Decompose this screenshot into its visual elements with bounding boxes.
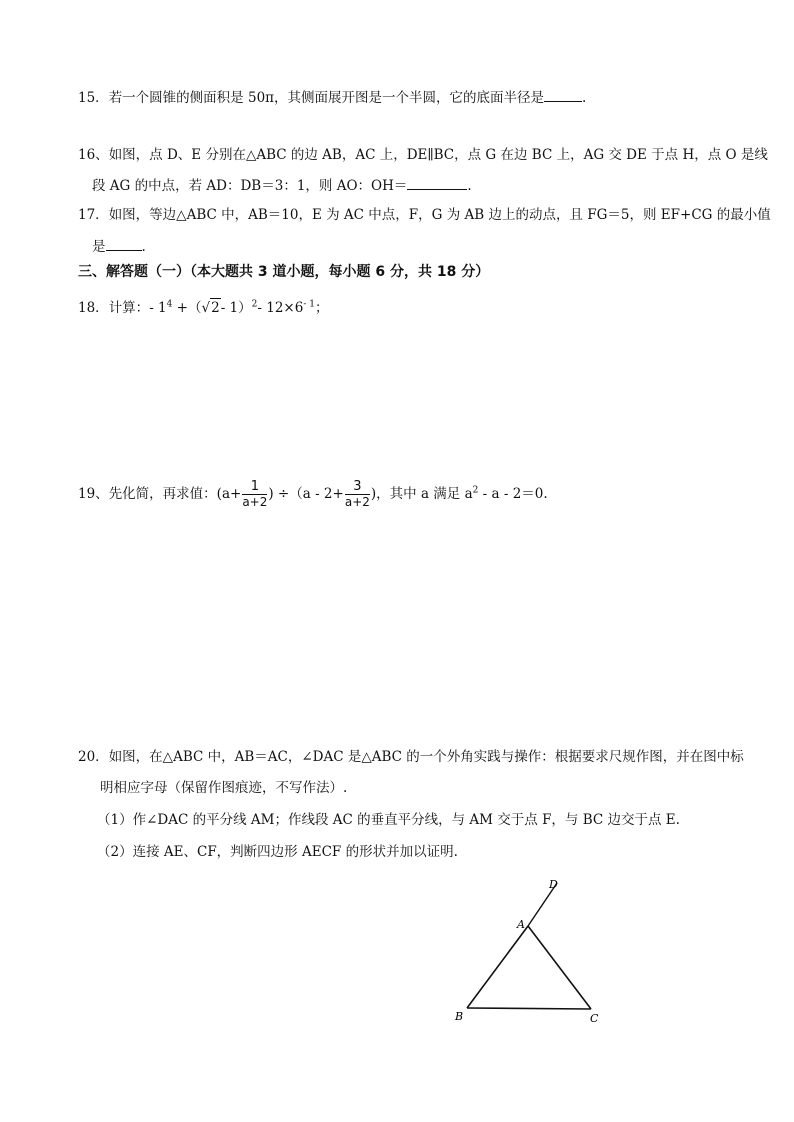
q18-term2-open: +（ — [176, 300, 202, 316]
segment-ac — [528, 926, 591, 1009]
point-c-label: C — [590, 1012, 599, 1025]
segment-bc — [467, 1008, 591, 1009]
sqrt-symbol-icon: √ — [201, 300, 211, 316]
q18-term1-exp: 4 — [166, 299, 173, 310]
point-b-label: B — [455, 1010, 464, 1023]
q15-tail: . — [582, 90, 587, 106]
q18-term2-exp: 2 — [251, 299, 258, 310]
q18-sqrt-value: 2 — [211, 300, 220, 316]
q17-tail: . — [141, 239, 146, 255]
q19-label: 先化简，再求值：(a+ — [108, 486, 242, 502]
point-d-label: D — [549, 878, 558, 891]
q16-text-line1: 如图，点 D、E 分别在△ABC 的边 AB，AC 上，DE∥BC，点 G 在边 BC 上，AG 交 DE 于点 H，点 O 是线 — [108, 147, 768, 163]
question-16-line1 — [78, 146, 768, 164]
q18-term3: - 12×6 — [257, 300, 304, 316]
q18-term3-exp: - 1 — [303, 299, 315, 310]
q19-after: )，其中 a 满足 a — [370, 486, 473, 502]
q19-frac2-denominator: a+2 — [344, 495, 370, 509]
q18-term1: - 1 — [149, 300, 167, 316]
question-15 — [78, 89, 586, 107]
section-3-heading: 三、解答题（一）（本大题共 3 道小题，每小题 6 分，共 18 分） — [78, 264, 490, 280]
q15-number: 15． — [78, 90, 109, 106]
question-20-part1: （1）作∠DAC 的平分线 AM；作线段 AC 的垂直平分线，与 AM 交于点 F，与 BC 边交于点 E. — [97, 812, 680, 828]
q19-fraction-2 — [345, 480, 370, 509]
q17-text-line1: 如图，等边△ABC 中，AB＝10，E 为 AC 中点，F，G 为 AB 边上的动点，且 FG＝5，则 EF+CG 的最小值 — [108, 207, 771, 223]
q19-number: 19、 — [78, 486, 109, 502]
q15-answer-blank[interactable] — [544, 89, 582, 102]
question-20-line1 — [78, 748, 744, 766]
q19-middle: ) ÷（a - 2+ — [268, 486, 344, 502]
q19-frac1-denominator: a+2 — [242, 495, 268, 509]
question-17-line1 — [78, 206, 771, 224]
question-19 — [78, 480, 548, 509]
q16-answer-blank[interactable] — [407, 177, 467, 190]
q16-tail: . — [467, 178, 472, 194]
q20-number: 20． — [78, 749, 109, 765]
q19-frac1-numerator: 1 — [242, 480, 267, 495]
q15-text: 若一个圆锥的侧面积是 50π，其侧面展开图是一个半圆，它的底面半径是 — [108, 90, 545, 106]
q17-text-line2: 是 — [92, 239, 106, 255]
q17-answer-blank[interactable] — [106, 238, 142, 251]
q18-label: 计算： — [108, 300, 150, 316]
point-a-label: A — [517, 918, 525, 931]
question-16-line2 — [92, 177, 472, 195]
question-18 — [78, 298, 328, 317]
q18-tail: ； — [314, 300, 329, 316]
q20-text-line1: 如图，在△ABC 中，AB＝AC，∠DAC 是△ABC 的一个外角实践与操作：根据要求尺规作图，并在图中标 — [108, 749, 744, 765]
triangle-figure — [440, 872, 610, 1032]
q16-number: 16、 — [78, 147, 109, 163]
q19-end: - a - 2＝0. — [478, 486, 548, 502]
q19-exp: 2 — [472, 485, 479, 496]
question-17-line2 — [92, 238, 146, 256]
q17-number: 17． — [78, 207, 109, 223]
q19-frac2-numerator: 3 — [345, 480, 370, 495]
segment-ab — [467, 926, 528, 1008]
q18-number: 18． — [78, 300, 109, 316]
q18-term2-close: - 1） — [220, 300, 252, 316]
question-20-part2: （2）连接 AE、CF，判断四边形 AECF 的形状并加以证明. — [97, 844, 458, 860]
q19-fraction-1 — [242, 480, 267, 509]
question-20-line2: 明相应字母（保留作图痕迹，不写作法）. — [100, 780, 348, 796]
q16-text-line2: 段 AG 的中点，若 AD：DB＝3：1，则 AO：OH＝ — [92, 178, 408, 194]
